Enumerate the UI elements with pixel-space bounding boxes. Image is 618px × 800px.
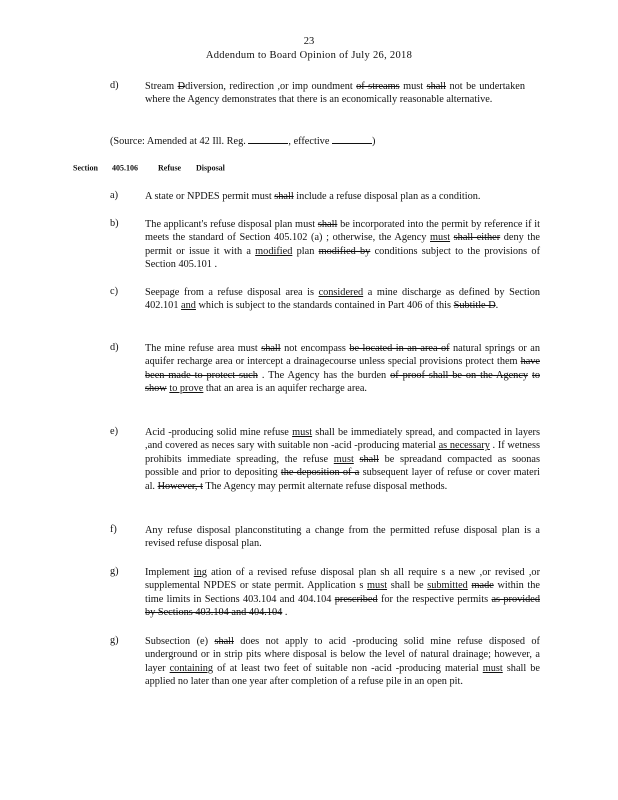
source-mid: , effective (288, 136, 330, 147)
section-number: 405.106 (112, 163, 138, 173)
paragraph-text: Implement ing ation of a revised refuse disposal plan sh all require s a new ,or revised ,or supplemental NPDES or state permit. Application s must shall be submitted made within the time limits in Sections 403.104 and 404.104 prescribed for the respective permits as provided by Sections 403.104 and 404.104 . (145, 567, 541, 619)
paragraph-text: The mine refuse area must shall not encompass be located in an area of natural springs or an aquifer recharge area or intercept a drainagecourse unless special provisions protect them have been made to protect such . The Agency has the burden of proof shall be on the Agency to show to prove that an area is an aquifer recharge area. (145, 343, 541, 395)
paragraph-text: A state or NPDES permit must shall include a refuse disposal plan as a condition. (145, 191, 481, 202)
paragraph-label: d) (110, 80, 119, 91)
paragraph-label: d) (110, 342, 119, 353)
paragraph-text: Seepage from a refuse disposal area is considered a mine discharge as defined by Section 402.101 and which is subject to the standards contained in Part 406 of this Subtitle D. (145, 287, 540, 312)
page-number: 23 (303, 36, 315, 47)
blank-date (332, 134, 372, 144)
paragraph-text: Stream Ddiversion, redirection ,or imp oundment of streams must shall not be undertaken where the Agency demonstrates that there is an economically reasonable alternative. (145, 81, 525, 106)
paragraph-label: e) (110, 426, 118, 437)
paragraph-text: Acid -producing solid mine refuse must shall be immediately spread, and compacted in layers ,and covered as neces sary with suitable non -acid -producing material as necessary . If wetness prohibits immediate spreading, the refuse must shall be spreadand compacted as soonas possible and prior to depositing the deposition of a subsequent layer of refuse or cover materi al. However, t The Agency may permit alternate refuse disposal methods. (145, 427, 540, 492)
paragraph-label: g) (110, 635, 119, 646)
paragraph-label: f) (110, 524, 117, 535)
section-title-2: Disposal (196, 163, 225, 173)
paragraph-label: b) (110, 218, 119, 229)
paragraph-text: The applicant's refuse disposal plan must shall be incorporated into the permit by reference if it meets the standard of Section 405.102 (a) ; otherwise, the Agency must shall either deny the permit or issue it with a modified plan modified by conditions subject to the provisions of Section 405.101 . (145, 219, 541, 271)
paragraph-label: g) (110, 566, 119, 577)
paragraph-text: Any refuse disposal planconstituting a change from the permitted refuse disposal plan is a revised refuse disposal plan. (145, 525, 540, 550)
paragraph-label: c) (110, 286, 118, 297)
source-prefix: (Source: Amended at 42 Ill. Reg. (110, 136, 246, 147)
document-title: Addendum to Board Opinion of July 26, 2018 (205, 50, 413, 61)
paragraph-label: a) (110, 190, 118, 201)
blank-volume (248, 134, 288, 144)
paragraph-text: Subsection (e) shall does not apply to acid -producing solid mine refuse disposed of underground or in strip pits where disposal is below the level of natural drainage; however, a layer containing of at least two feet of suitable non -acid -producing material must shall be applied no later than one year after completion of a refuse pile in an open pit. (145, 636, 540, 688)
source-suffix: ) (371, 136, 376, 147)
section-title-1: Refuse (158, 163, 182, 173)
section-word: Section (73, 163, 98, 173)
